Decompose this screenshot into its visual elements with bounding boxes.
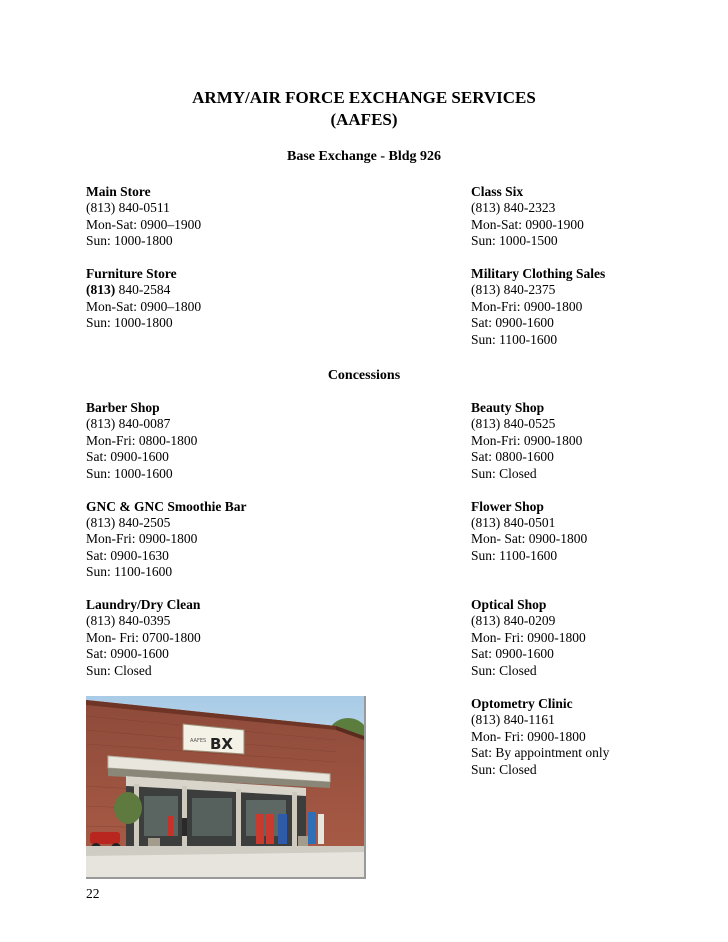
- gnc-hours-saturday: Sat: 0900-1630: [86, 548, 169, 563]
- photo-bx-sign: BX: [210, 735, 233, 753]
- base-exchange-photo: [86, 696, 366, 879]
- military-clothing-name: Military Clothing Sales: [471, 266, 606, 281]
- flower-shop-hours-sunday: Sun: 1100-1600: [471, 548, 558, 563]
- page-title-line2: (AAFES): [330, 110, 398, 129]
- barber-shop-name: Barber Shop: [86, 400, 160, 415]
- military-clothing-hours-weekday: Mon-Fri: 0900-1800: [471, 299, 583, 314]
- furniture-store-hours-weekday: Mon-Sat: 0900–1800: [86, 299, 202, 314]
- optometry-clinic-hours-weekday: Mon- Fri: 0900-1800: [471, 729, 586, 744]
- laundry-name: Laundry/Dry Clean: [86, 597, 201, 612]
- military-clothing-phone: (813) 840-2375: [471, 282, 556, 297]
- optical-shop-hours-saturday: Sat: 0900-1600: [471, 646, 554, 661]
- laundry-phone: (813) 840-0395: [86, 613, 171, 628]
- page-title-line1: ARMY/AIR FORCE EXCHANGE SERVICES: [192, 88, 536, 107]
- barber-shop-hours-saturday: Sat: 0900-1600: [86, 449, 169, 464]
- class-six-hours-weekday: Mon-Sat: 0900-1900: [471, 217, 584, 232]
- military-clothing-hours-saturday: Sat: 0900-1600: [471, 315, 554, 330]
- barber-shop-hours-weekday: Mon-Fri: 0800-1800: [86, 433, 198, 448]
- beauty-shop-hours-saturday: Sat: 0800-1600: [471, 449, 554, 464]
- gnc-phone: (813) 840-2505: [86, 515, 171, 530]
- furniture-store-phone: [86, 282, 170, 299]
- laundry-hours-saturday: Sat: 0900-1600: [86, 646, 169, 661]
- gnc-hours-weekday: Mon-Fri: 0900-1800: [86, 531, 198, 546]
- furniture-store-hours-sunday: Sun: 1000-1800: [86, 315, 173, 330]
- laundry-hours-sunday: Sun: Closed: [86, 663, 152, 678]
- barber-shop-phone: (813) 840-0087: [86, 416, 171, 431]
- main-store-phone: (813) 840-0511: [86, 200, 170, 215]
- furniture-store-phone-number: 840-2584: [115, 282, 171, 297]
- optometry-clinic-name: Optometry Clinic: [471, 696, 573, 711]
- flower-shop-hours-weekday: Mon- Sat: 0900-1800: [471, 531, 588, 546]
- class-six-name: Class Six: [471, 184, 524, 199]
- optical-shop-name: Optical Shop: [471, 597, 547, 612]
- class-six-hours-sunday: Sun: 1000-1500: [471, 233, 558, 248]
- beauty-shop-name: Beauty Shop: [471, 400, 545, 415]
- beauty-shop-hours-weekday: Mon-Fri: 0900-1800: [471, 433, 583, 448]
- main-store-hours-weekday: Mon-Sat: 0900–1900: [86, 217, 202, 232]
- furniture-store-name: Furniture Store: [86, 266, 177, 281]
- optical-shop-hours-sunday: Sun: Closed: [471, 663, 537, 678]
- optical-shop-phone: (813) 840-0209: [471, 613, 556, 628]
- main-store-hours-sunday: Sun: 1000-1800: [86, 233, 173, 248]
- gnc-name: GNC & GNC Smoothie Bar: [86, 499, 247, 514]
- main-store-name: Main Store: [86, 184, 151, 199]
- optometry-clinic-hours-saturday: Sat: By appointment only: [471, 745, 610, 760]
- beauty-shop-hours-sunday: Sun: Closed: [471, 466, 537, 481]
- base-exchange-photo-illustration: [86, 696, 364, 877]
- furniture-store-phone-area: (813): [86, 282, 116, 297]
- page-number: 22: [86, 886, 100, 901]
- barber-shop-hours-sunday: Sun: 1000-1600: [86, 466, 173, 481]
- flower-shop-phone: (813) 840-0501: [471, 515, 556, 530]
- beauty-shop-phone: (813) 840-0525: [471, 416, 556, 431]
- svg-text:AAFES: AAFES: [190, 738, 207, 744]
- military-clothing-hours-sunday: Sun: 1100-1600: [471, 332, 558, 347]
- laundry-hours-weekday: Mon- Fri: 0700-1800: [86, 630, 201, 645]
- concessions-heading: Concessions: [327, 368, 401, 383]
- optometry-clinic-hours-sunday: Sun: Closed: [471, 762, 537, 777]
- optical-shop-hours-weekday: Mon- Fri: 0900-1800: [471, 630, 586, 645]
- page-subtitle: Base Exchange - Bldg 926: [286, 149, 441, 164]
- flower-shop-name: Flower Shop: [471, 499, 544, 514]
- optometry-clinic-phone: (813) 840-1161: [471, 712, 555, 727]
- gnc-hours-sunday: Sun: 1100-1600: [86, 564, 173, 579]
- class-six-phone: (813) 840-2323: [471, 200, 556, 215]
